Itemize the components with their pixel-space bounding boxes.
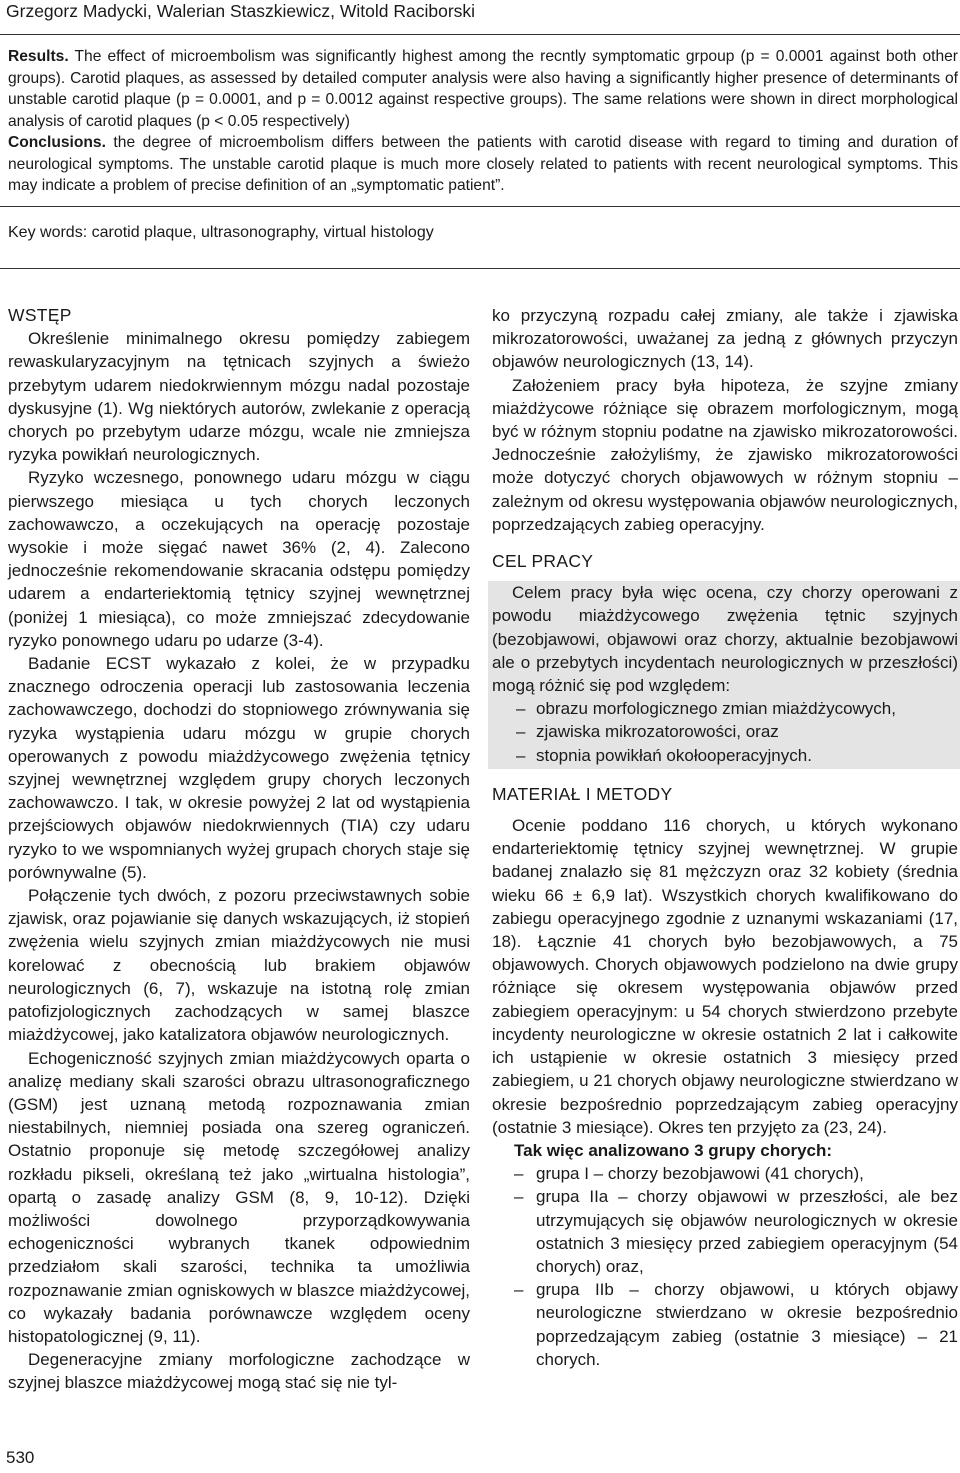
abstract-results	[8, 46, 958, 132]
intro-paragraph: Echogeniczność szyjnych zmian miażdżycowych oparta o analizę mediany skali szarości obrazu ultrasonograficznego (GSM) jest uznaną metodą rozpoznawania zmian niestabilnych, niemniej posiada ona szereg ograniczeń. Ostatnio proponuje się metodę szczegółowej analizy rozkładu pikseli, określaną też jako „wirtualna histologia”, opartą o zasadę analizy GSM (8, 9, 10-12). Dzięki możliwości dowolnego przyporządkowywania echogeniczności wybranych tkanek odpowiednim przedziałom skali szarości, technika ta umożliwia rozpoznawanie zmian ogniskowych w blaszce miażdżycowej, co wykazały badania porównawcze względem oceny histopatologicznej (9, 11).	[8, 1048, 470, 1346]
aim-list	[492, 697, 958, 767]
hypothesis-paragraph: Założeniem pracy była hipoteza, że szyjne zmiany miażdżycowe różniące się obrazem morfologicznym, mogą być w różnym stopniu podatne na zjawisko mikrozatorowości. Jednocześnie założyliśmy, że zjawisko mikrozatorowości może dotyczyć chorych objawowych w różnym stopniu – zależnym od okresu występowania objawów neurologicznych, poprzedzających zabieg operacyjny.	[492, 375, 958, 534]
keywords-rule	[0, 268, 960, 269]
results-label: Results.	[8, 48, 69, 65]
aim-list-item: – stopnia powikłań okołooperacyjnych.	[492, 744, 958, 767]
group-item: – grupa IIa – chorzy objawowi w przeszłości, ale bez utrzymujących się objawów neurologicznych w okresie ostatnich 3 miesięcy przed zabiegiem operacyjnym (54 chorych) oraz,	[492, 1185, 958, 1278]
aim-list-item: – zjawiska mikrozatorowości, oraz	[492, 720, 958, 743]
intro-paragraph: Degeneracyjne zmiany morfologiczne zachodzące w szyjnej blaszce miażdżycowej mogą stać się nie tyl-	[8, 1350, 470, 1393]
methods-paragraph: Ocenie poddano 116 chorych, u których wykonano endarteriektomię tętnicy szyjnej wewnętrznej. W grupie badanej znalazło się 81 mężczyzn oraz 32 kobiety (średnia wieku 66 ± 6,9 lat). Wszystkich chorych kwalifikowano do zabiegu operacyjnego zgodnie z uznanymi wskazaniami (17, 18). Łącznie 41 chorych było bezobjawowych, a 75 objawowych. Chorych objawowych podzielono na dwie grupy różniące się okresem występowania objawów przed zabiegiem operacyjnym: u 54 chorych stwierdzono przebyte incydenty neurologiczne w okresie ostatnich 2 lat i całkowite ich ustąpienie w okresie ostatnich 3 miesięcy przed zabiegiem, u 21 chorych objawy neurologiczne stwierdzano w okresie bezpośrednio poprzedzającym zabieg operacyjny (ostatnie 3 miesiące). Okres ten przyjęto za (23, 24).	[492, 816, 958, 1137]
intro-continuation: ko przyczyną rozpadu całej zmiany, ale także i zjawiska mikrozatorowości, uważanej za jedną z głównych przyczyn objawów neurologicznych (13, 14).	[492, 306, 958, 372]
header-rule	[0, 34, 960, 35]
group-item: – grupa IIb – chorzy objawowi, u których objawy neurologiczne stwierdzano w okresie bezpośrednio poprzedzającym zabieg (ostatnie 3 miesiące) – 21 chorych.	[492, 1278, 958, 1371]
group-item: – grupa I – chorzy bezobjawowi (41 chorych),	[492, 1162, 958, 1185]
section-heading-aim: CEL PRACY	[492, 551, 594, 572]
section-heading-introduction: WSTĘP	[8, 305, 72, 325]
keywords: Key words: carotid plaque, ultrasonography, virtual histology	[8, 224, 434, 241]
running-header-authors: Grzegorz Madycki, Walerian Staszkiewicz, Witold Raciborski	[6, 1, 476, 21]
conclusions-text: the degree of microembolism differs between the patients with carotid disease with regard to timing and duration of neurological symptoms. The unstable carotid plaque is much more closely related to patients with recent neurological symptoms. This may indicate a problem of precise definition of an „symptomatic patient”.	[8, 134, 958, 194]
page-number: 530	[6, 1448, 35, 1467]
groups-label: Tak więc analizowano 3 grupy chorych:	[514, 1140, 833, 1160]
intro-paragraph: Ryzyko wczesnego, ponownego udaru mózgu w ciągu pierwszego miesiąca u tych chorych leczonych zachowawczo, a oczekujących na operację pozostaje wysokie i może sięgać nawet 36% (2, 4). Zalecono jednocześnie rekomendowanie skracania odstępu pomiędzy udarem a endarteriektomią tętnicy szyjnej wewnętrznej (poniżej 1 miesiąca), co może zmniejszać zdecydowanie ryzyko ponownego udaru po udarze (3-4).	[8, 468, 470, 650]
aim-list-item: – obrazu morfologicznego zmian miażdżycowych,	[492, 697, 958, 720]
abstract-conclusions	[8, 132, 958, 197]
aim-paragraph: Celem pracy była więc ocena, czy chorzy operowani z powodu miażdżycowego zwężenia tętnic szyjnych (bezobjawowi, objawowi oraz chorzy, aktualnie bezobjawowi ale o przebytych incydentach neurologicznych w przeszłości) mogą różnić się pod względem:	[492, 583, 958, 696]
conclusions-label: Conclusions.	[8, 134, 106, 151]
abstract-rule	[0, 206, 960, 207]
abstract	[8, 46, 958, 197]
intro-paragraph: Połączenie tych dwóch, z pozoru przeciwstawnych sobie zjawisk, oraz pojawianie się danych wskazujących, iż stopień zwężenia wielu szyjnych zmian miażdżycowych nie musi korelować z obecnością lub brakiem objawów neurologicznych (6, 7), wskazuje na istotną rolę zmian patofizjologicznych zachodzących w samej blaszce miażdżycowej, jako katalizatora objawów neurologicznych.	[8, 886, 470, 1045]
section-heading-methods: MATERIAŁ I METODY	[492, 783, 673, 804]
results-text: The effect of microembolism was significantly highest among the recntly symptomatic grpoup (p = 0.0001 against both other groups). Carotid plaques, as assessed by detailed computer analysis were also having a significantly higher presence of determinants of unstable carotid plaque (p = 0.0001, and p = 0.0012 against respective groups). The same relations were shown in direct morphological analysis of carotid plaques (p < 0.05 respectively)	[8, 48, 958, 130]
intro-paragraph: Określenie minimalnego okresu pomiędzy zabiegem rewaskularyzacyjnym na tętnicach szyjnych a świeżo przebytym udarem niedokrwiennym mózgu nadal pozostaje dyskusyjne (1). Wg niektórych autorów, zwlekanie z operacją chorych po przebytym udarze mózgu, wcale nie zmniejsza ryzyka powikłań neurologicznych.	[8, 329, 470, 465]
right-column	[492, 304, 958, 1371]
intro-paragraph: Badanie ECST wykazało z kolei, że w przypadku znacznego odroczenia operacji lub zastosowania leczenia zachowawczego, dochodzi do stopniowego zrównywania się ryzyka wystąpienia udaru mózgu w grupie chorych operowanych z powodu miażdżycowego zwężenia tętnicy szyjnej wewnętrznej względem grupy chorych leczonych zachowawczo. I tak, w okresie powyżej 2 lat od wystąpienia przejściowych objawów niedokrwiennych (TIA) czy udaru ryzyko to we wspomnianych wyżej grupach chorych staje się porównywalne (5).	[8, 654, 470, 882]
aim-box	[488, 581, 960, 769]
groups-list	[492, 1162, 958, 1371]
left-column	[8, 304, 470, 1395]
